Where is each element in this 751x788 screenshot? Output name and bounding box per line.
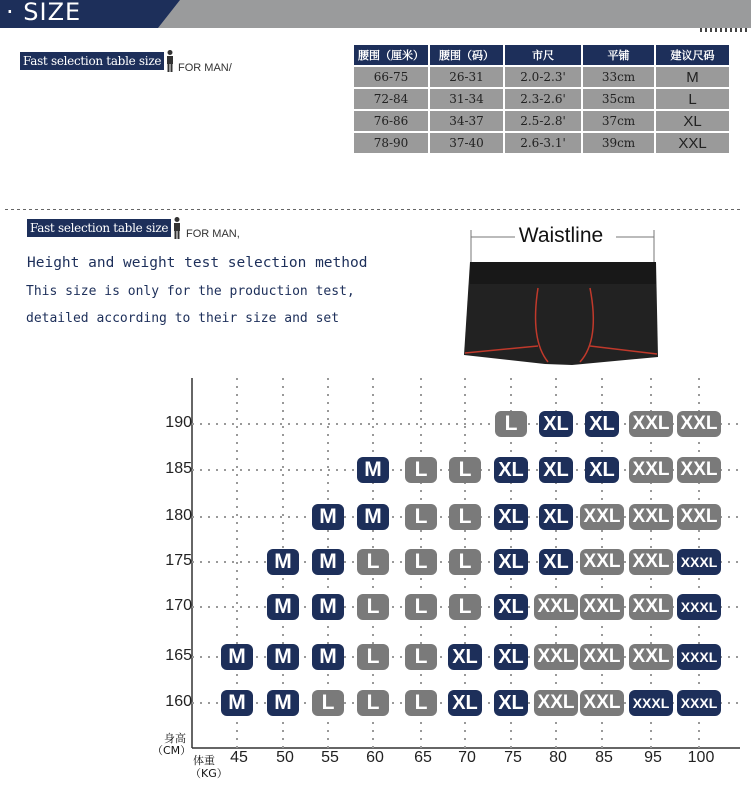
size-badge-xxl: XXL bbox=[629, 457, 673, 483]
table-cell: 2.6-3.1' bbox=[505, 133, 581, 153]
size-badge-xxl: XXL bbox=[534, 644, 578, 670]
table-cell: 72-84 bbox=[354, 89, 428, 109]
size-badge-l: L bbox=[357, 549, 389, 575]
table-cell: 26-31 bbox=[430, 67, 503, 87]
size-badge-m: M bbox=[312, 504, 344, 530]
size-badge-m: M bbox=[357, 457, 389, 483]
table-cell: 39cm bbox=[583, 133, 654, 153]
size-badge-m: M bbox=[267, 690, 299, 716]
table-row bbox=[354, 67, 729, 87]
table-cell: 31-34 bbox=[430, 89, 503, 109]
size-badge-m: M bbox=[221, 690, 253, 716]
section-divider bbox=[5, 209, 741, 210]
size-table bbox=[352, 43, 731, 155]
size-badge-xxxl: XXXL bbox=[677, 690, 721, 716]
table-cell: 66-75 bbox=[354, 67, 428, 87]
man-icon bbox=[173, 217, 181, 239]
size-badge-xl: XL bbox=[494, 594, 528, 620]
table-cell: 2.5-2.8' bbox=[505, 111, 581, 131]
x-tick-label: 100 bbox=[687, 749, 715, 766]
size-badge-l: L bbox=[449, 549, 481, 575]
table-cell: 34-37 bbox=[430, 111, 503, 131]
size-badge-xxl: XXL bbox=[580, 504, 624, 530]
column-header: 平铺 bbox=[583, 45, 654, 65]
size-badge-l: L bbox=[405, 549, 437, 575]
size-badge-m: M bbox=[221, 644, 253, 670]
table-cell: L bbox=[656, 89, 729, 109]
table-cell: XL bbox=[656, 111, 729, 131]
column-header: 市尺 bbox=[505, 45, 581, 65]
size-badge-xxl: XXL bbox=[580, 644, 624, 670]
column-header: 腰围（码） bbox=[430, 45, 503, 65]
size-badge-xxl: XXL bbox=[677, 457, 721, 483]
y-tick-label: 190 bbox=[165, 414, 192, 431]
size-badge-l: L bbox=[405, 504, 437, 530]
table-cell: 76-86 bbox=[354, 111, 428, 131]
y-tick-label: 170 bbox=[165, 597, 192, 614]
y-tick-label: 175 bbox=[165, 552, 192, 569]
x-tick-label: 85 bbox=[595, 749, 613, 766]
man-icon bbox=[166, 50, 174, 72]
size-badge-xl: XL bbox=[585, 457, 619, 483]
size-badge-xl: XL bbox=[494, 457, 528, 483]
waistline-label: Waistline bbox=[518, 224, 604, 247]
table-cell: XXL bbox=[656, 133, 729, 153]
page-title: · SIZE bbox=[6, 0, 82, 26]
size-badge-l: L bbox=[357, 644, 389, 670]
x-tick-label: 50 bbox=[276, 749, 294, 766]
x-tick-label: 75 bbox=[504, 749, 522, 766]
table-cell: 37-40 bbox=[430, 133, 503, 153]
size-badge-m: M bbox=[267, 594, 299, 620]
table-cell: 2.3-2.6' bbox=[505, 89, 581, 109]
y-tick-label: 185 bbox=[165, 460, 192, 477]
y-axis-label: 身高 bbox=[164, 732, 186, 745]
x-tick-label: 70 bbox=[458, 749, 476, 766]
x-axis-unit: （KG） bbox=[190, 767, 228, 780]
size-badge-xl: XL bbox=[585, 411, 619, 437]
y-tick-label: 160 bbox=[165, 693, 192, 710]
y-tick-label: 180 bbox=[165, 507, 192, 524]
for-man-label: FOR MAN/ bbox=[178, 62, 232, 74]
size-badge-xl: XL bbox=[448, 690, 482, 716]
size-badge-xl: XL bbox=[539, 457, 573, 483]
size-badge-xxxl: XXXL bbox=[677, 549, 721, 575]
size-badge-m: M bbox=[312, 549, 344, 575]
table-cell: M bbox=[656, 67, 729, 87]
header-dots bbox=[700, 28, 750, 32]
size-badge-xxl: XXL bbox=[534, 690, 578, 716]
size-badge-xxl: XXL bbox=[629, 411, 673, 437]
size-badge-xl: XL bbox=[494, 644, 528, 670]
table-cell: 33cm bbox=[583, 67, 654, 87]
size-badge-l: L bbox=[357, 690, 389, 716]
size-badge-l: L bbox=[449, 457, 481, 483]
size-badge-xxl: XXL bbox=[677, 411, 721, 437]
table-cell: 37cm bbox=[583, 111, 654, 131]
size-badge-xxl: XXL bbox=[580, 594, 624, 620]
size-badge-xxl: XXL bbox=[629, 644, 673, 670]
method-line-1: This size is only for the production test, bbox=[26, 284, 355, 299]
size-badge-l: L bbox=[405, 690, 437, 716]
size-badge-xxxl: XXXL bbox=[629, 690, 673, 716]
size-badge-l: L bbox=[312, 690, 344, 716]
size-badge-xxl: XXL bbox=[534, 594, 578, 620]
size-badge-xl: XL bbox=[539, 504, 573, 530]
x-tick-label: 55 bbox=[321, 749, 339, 766]
x-tick-label: 45 bbox=[230, 749, 248, 766]
size-badge-l: L bbox=[449, 504, 481, 530]
size-badge-xl: XL bbox=[539, 549, 573, 575]
size-badge-l: L bbox=[449, 594, 481, 620]
column-header: 建议尺码 bbox=[656, 45, 729, 65]
size-badge-m: M bbox=[312, 594, 344, 620]
fast-selection-label: Fast selection table size bbox=[20, 52, 164, 70]
size-badge-m: M bbox=[312, 644, 344, 670]
y-tick-label: 165 bbox=[165, 647, 192, 664]
size-badge-xxl: XXL bbox=[629, 594, 673, 620]
size-badge-xl: XL bbox=[494, 690, 528, 716]
size-badge-m: M bbox=[267, 644, 299, 670]
size-badge-m: M bbox=[357, 504, 389, 530]
y-axis-unit: （CM） bbox=[152, 744, 192, 757]
size-table-header bbox=[354, 45, 729, 65]
size-badge-xl: XL bbox=[494, 549, 528, 575]
size-badge-xl: XL bbox=[539, 411, 573, 437]
size-badge-l: L bbox=[405, 594, 437, 620]
header-slant bbox=[158, 0, 180, 28]
size-badge-xl: XL bbox=[448, 644, 482, 670]
size-badge-xxl: XXL bbox=[629, 549, 673, 575]
fast-selection-label-2: Fast selection table size bbox=[27, 219, 171, 237]
table-cell: 2.0-2.3' bbox=[505, 67, 581, 87]
size-badge-l: L bbox=[357, 594, 389, 620]
size-badge-xxl: XXL bbox=[629, 504, 673, 530]
table-cell: 35cm bbox=[583, 89, 654, 109]
method-line-2: detailed according to their size and set bbox=[26, 311, 340, 326]
size-badge-xxxl: XXXL bbox=[677, 594, 721, 620]
x-tick-label: 95 bbox=[644, 749, 662, 766]
x-tick-label: 65 bbox=[414, 749, 432, 766]
table-row bbox=[354, 89, 729, 109]
size-badge-xxxl: XXXL bbox=[677, 644, 721, 670]
size-badge-l: L bbox=[495, 411, 527, 437]
size-badge-xl: XL bbox=[494, 504, 528, 530]
table-row bbox=[354, 111, 729, 131]
table-row bbox=[354, 133, 729, 153]
x-tick-label: 60 bbox=[366, 749, 384, 766]
size-badge-xxl: XXL bbox=[677, 504, 721, 530]
size-badge-l: L bbox=[405, 644, 437, 670]
column-header: 腰围（厘米） bbox=[354, 45, 428, 65]
x-axis-label: 体重 bbox=[193, 754, 215, 767]
method-heading: Height and weight test selection method bbox=[27, 255, 368, 271]
for-man-label: FOR MAN, bbox=[186, 228, 240, 240]
size-badge-m: M bbox=[267, 549, 299, 575]
x-tick-label: 80 bbox=[549, 749, 567, 766]
size-badge-xxl: XXL bbox=[580, 690, 624, 716]
size-badge-l: L bbox=[405, 457, 437, 483]
table-cell: 78-90 bbox=[354, 133, 428, 153]
size-badge-xxl: XXL bbox=[580, 549, 624, 575]
